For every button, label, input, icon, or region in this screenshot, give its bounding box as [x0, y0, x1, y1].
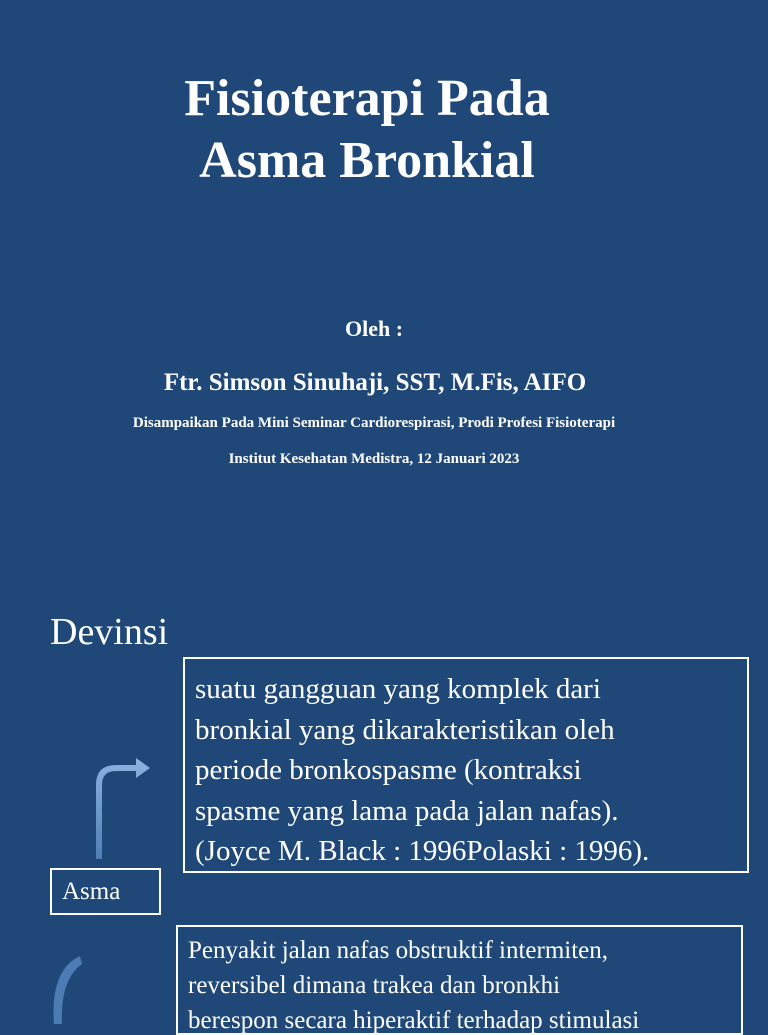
- second-definition-box: [176, 925, 743, 1035]
- slide-title: [0, 68, 734, 192]
- definition-line: spasme yang lama pada jalan nafas).: [195, 794, 619, 827]
- by-label: Oleh :: [344, 316, 404, 341]
- bent-arrow-up-right-icon: [90, 755, 152, 859]
- author-name: Ftr. Simson Sinuhaji, SST, M.Fis, AIFO: [163, 369, 587, 396]
- term-box: [50, 868, 161, 915]
- definition-line: (Joyce M. Black : 1996Polaski : 1996).: [195, 835, 650, 867]
- definition-line: periode bronkospasme (kontraksi: [195, 754, 582, 786]
- title-line-2: Asma Bronkial: [199, 132, 535, 189]
- term-label: Asma: [62, 878, 121, 905]
- definition-line: bronkial yang dikarakteristikan oleh: [195, 713, 615, 746]
- title-line-1: Fisioterapi Pada: [184, 70, 550, 127]
- second-definition-line: Penyakit jalan nafas obstruktif intermiten,: [188, 937, 609, 964]
- curved-arrow-icon: [46, 950, 86, 1024]
- second-definition-line: berespon secara hiperaktif terhadap stimulasi: [188, 1007, 640, 1034]
- event-line-2: Institut Kesehatan Medistra, 12 Januari 2023: [228, 451, 520, 467]
- section-heading: Devinsi: [50, 611, 169, 653]
- definition-box: [183, 657, 749, 873]
- second-definition-line: reversibel dimana trakea dan bronkhi: [188, 972, 561, 999]
- event-line-1: Disampaikan Pada Mini Seminar Cardiorespirasi, Prodi Profesi Fisioterapi: [132, 415, 616, 431]
- definition-line: suatu gangguan yang komplek dari: [195, 673, 601, 705]
